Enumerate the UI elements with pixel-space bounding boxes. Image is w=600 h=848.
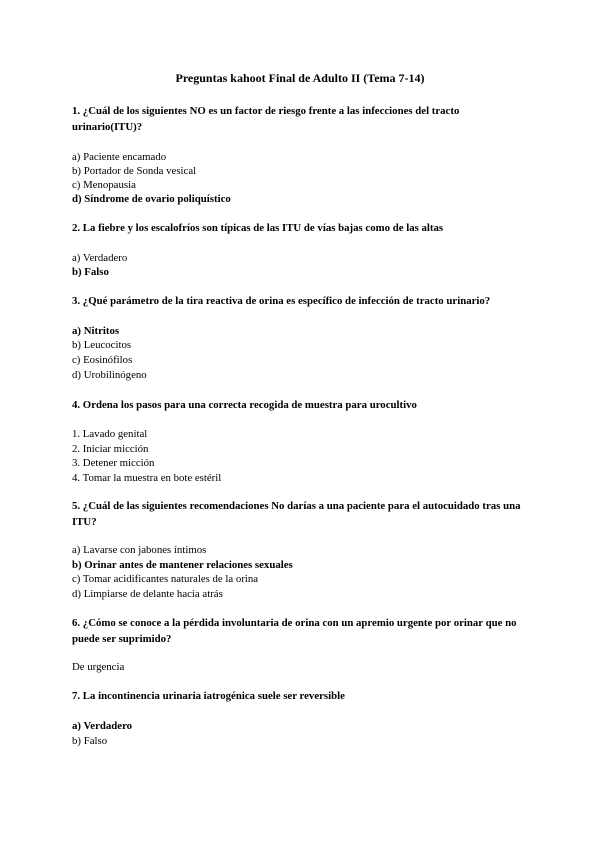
question-2: 2. La fiebre y los escalofríos son típicas de las ITU de vías bajas como de las altas	[72, 222, 444, 234]
question-2-option-b-correct: b) Falso	[72, 266, 109, 278]
question-4-step-3: 3. Detener micción	[72, 457, 155, 469]
question-7-option-b: b) Falso	[72, 735, 108, 747]
question-3-option-a-correct: a) Nitritos	[72, 325, 120, 337]
question-3-option-d: d) Urobilinógeno	[72, 369, 147, 381]
question-1-option-a: a) Paciente encamado	[72, 151, 167, 163]
question-5: 5. ¿Cuál de las siguientes recomendaciones No darías a una paciente para el autocuidado tras una ITU?	[72, 500, 521, 528]
question-7: 7. La incontinencia urinaria iatrogénica suele ser reversible	[72, 690, 345, 702]
question-5-option-d: d) Limpiarse de delante hacia atrás	[72, 588, 223, 600]
question-2-option-a: a) Verdadero	[72, 252, 128, 264]
question-5-option-a: a) Lavarse con jabones íntimos	[72, 544, 207, 556]
question-3-option-c: c) Eosinófilos	[72, 354, 133, 366]
question-5-option-c: c) Tomar acidificantes naturales de la orina	[72, 573, 259, 585]
question-6: 6. ¿Cómo se conoce a la pérdida involuntaria de orina con un apremio urgente por orinar que no puede ser suprimido?	[72, 617, 517, 645]
question-4-step-4: 4. Tomar la muestra en bote estéril	[72, 472, 222, 484]
question-6-answer: De urgencia	[72, 661, 125, 673]
question-3: 3. ¿Qué parámetro de la tira reactiva de orina es específico de infección de tracto urinario?	[72, 295, 491, 307]
question-3-option-b: b) Leucocitos	[72, 339, 132, 351]
question-1-option-d-correct: d) Síndrome de ovario poliquístico	[72, 193, 231, 205]
question-4-step-1: 1. Lavado genital	[72, 428, 148, 440]
question-4: 4. Ordena los pasos para una correcta recogida de muestra para urocultivo	[72, 399, 417, 411]
question-4-step-2: 2. Iniciar micción	[72, 443, 149, 455]
question-1-option-b: b) Portador de Sonda vesical	[72, 165, 197, 177]
question-1: 1. ¿Cuál de los siguientes NO es un factor de riesgo frente a las infecciones del tracto urinario(ITU)?	[72, 105, 460, 133]
document-title: Preguntas kahoot Final de Adulto II (Tema 7-14)	[175, 71, 425, 85]
question-7-option-a-correct: a) Verdadero	[72, 720, 133, 732]
question-1-option-c: c) Menopausia	[72, 179, 136, 191]
question-5-option-b-correct: b) Orinar antes de mantener relaciones sexuales	[72, 559, 293, 571]
